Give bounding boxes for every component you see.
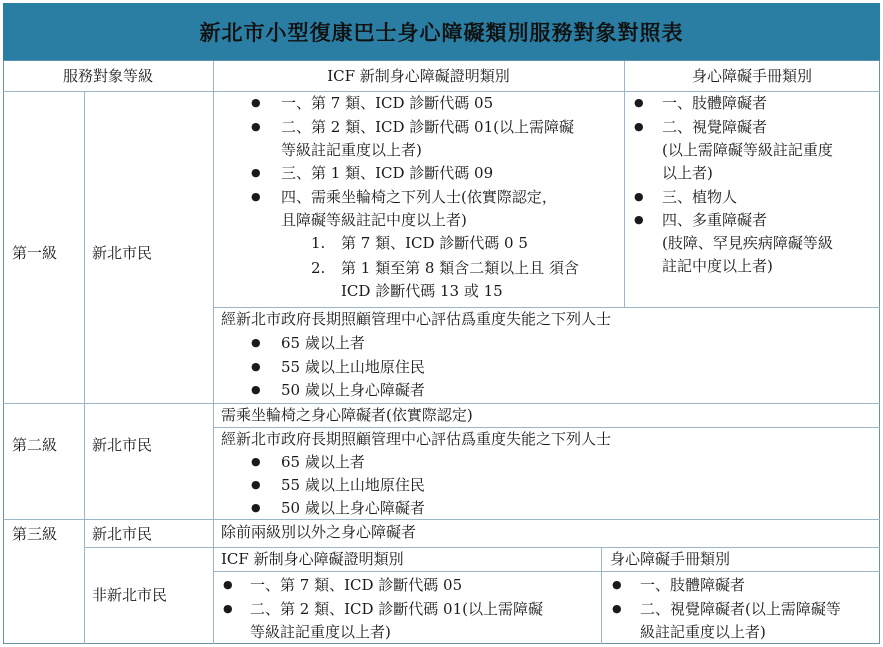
list-item: 二、視覺障礙者 [662,118,768,136]
bullet-icon: ● [634,120,644,133]
list-item: 50 歲以上身心障礙者 [281,499,425,517]
list-item-cont: 等級註記重度以上者) [250,623,391,641]
bullet-icon: ● [251,96,261,109]
bullet-icon: ● [634,96,644,109]
header-level: 服務對象等級 [62,67,153,85]
list-item-cont: (肢障、罕見疾病障礙等級 [662,234,833,252]
bullet-icon: ● [251,383,261,396]
list-item: 65 歲以上者 [281,334,365,352]
level2-label: 第二級 [12,436,58,454]
level1-ltc-title: 經新北市政府長期照顧管理中心評估爲重度失能之下列人士 [221,310,612,328]
sub-item: 第 7 類、ICD 診斷代碼 0 5 [341,234,528,252]
bullet-icon: ● [251,336,261,349]
list-item: 二、視覺障礙者(以上需障礙等 [640,600,841,618]
sub-item-cont: ICD 診斷代碼 13 或 15 [341,282,503,300]
list-item: 一、第 7 類、ICD 診斷代碼 05 [281,94,494,112]
col-handbook-line [624,61,625,307]
list-item-cont: 以上者) [662,164,713,182]
list-item: 50 歲以上身心障礙者 [281,381,425,399]
level3-handbook-header: 身心障礙手冊類別 [610,550,731,568]
bullet-icon: ● [223,578,233,591]
list-item: 三、第 1 類、ICD 診斷代碼 09 [281,164,494,182]
list-item: 一、肢體障礙者 [640,576,746,594]
list-item: 三、植物人 [662,188,738,206]
list-item-cont: 且障礙等級註記中度以上者) [281,211,467,229]
col-handbook3-line [601,547,602,644]
level3-resident: 新北市民 [92,525,153,543]
bullet-icon: ● [251,166,261,179]
level2-ltc-title: 經新北市政府長期照顧管理中心評估爲重度失能之下列人士 [221,430,612,448]
level2-wheelchair: 需乘坐輪椅之身心障礙者(依實際認定) [221,406,473,424]
level1-label: 第一級 [12,244,58,262]
list-item: 四、多重障礙者 [662,211,768,229]
bullet-icon: ● [251,120,261,133]
bullet-icon: ● [634,190,644,203]
bullet-icon: ● [612,578,622,591]
list-item-cont: (以上需障礙等級註記重度 [662,141,833,159]
list-item-cont: 註記中度以上者) [662,257,773,275]
col-icf-line [213,61,214,644]
list-item-cont: 級註記重度以上者) [640,623,766,641]
list-item: 四、需乘坐輪椅之下列人士(依實際認定， [281,188,557,206]
table-title: 新北市小型復康巴士身心障礙類別服務對象對照表 [3,3,880,61]
sub-item: 第 1 類至第 8 類含二類以上且 須含 [341,259,579,277]
list-item-cont: 等級註記重度以上者) [281,141,422,159]
bullet-icon: ● [634,213,644,226]
list-item: 一、肢體障礙者 [662,94,768,112]
list-item: 二、第 2 類、ICD 診斷代碼 01(以上需障礙 [281,118,574,136]
bullet-icon: ● [251,190,261,203]
sub-number: 2. [311,259,326,277]
bullet-icon: ● [223,602,233,615]
bullet-icon: ● [251,455,261,468]
level2-resident: 新北市民 [92,436,153,454]
list-item: 65 歲以上者 [281,453,365,471]
level3-icf-header: ICF 新制身心障礙證明類別 [221,550,404,568]
level1-resident: 新北市民 [92,244,153,262]
subheader3-divider [213,571,880,572]
bullet-icon: ● [251,478,261,491]
bullet-icon: ● [251,360,261,373]
level3-nonresident: 非新北市民 [92,586,168,604]
level2-divider [3,519,880,520]
resident3-divider [84,547,880,548]
level3-label: 第三級 [12,525,58,543]
header-handbook: 身心障礙手冊類別 [691,67,812,85]
list-item: 55 歲以上山地原住民 [281,476,425,494]
list-item: 二、第 2 類、ICD 診斷代碼 01(以上需障礙 [250,600,543,618]
level3-resident-text: 除前兩級別以外之身心障礙者 [221,523,417,541]
list-item: 55 歲以上山地原住民 [281,358,425,376]
sub-number: 1. [311,234,326,252]
col-resident-line [84,91,85,644]
list-item: 一、第 7 類、ICD 診斷代碼 05 [250,576,463,594]
header-icf: ICF 新制身心障礙證明類別 [327,67,510,85]
bullet-icon: ● [612,602,622,615]
bullet-icon: ● [251,501,261,514]
